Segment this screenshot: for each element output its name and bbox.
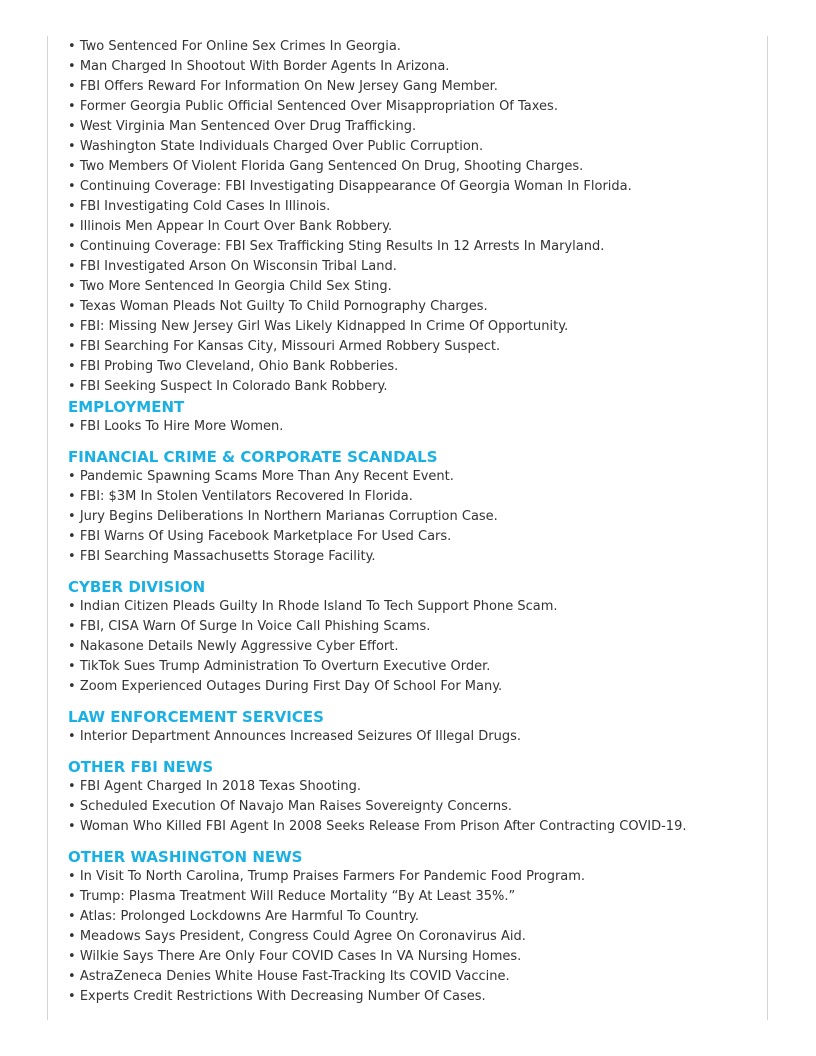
headline-list: [68, 597, 758, 697]
section-heading: FINANCIAL CRIME & CORPORATE SCANDALS: [68, 448, 438, 466]
headline-link[interactable]: • Two More Sentenced In Georgia Child Sex Sting.: [68, 277, 758, 297]
headline-link[interactable]: • Indian Citizen Pleads Guilty In Rhode Island To Tech Support Phone Scam.: [68, 597, 758, 617]
headline-link[interactable]: • Zoom Experienced Outages During First Day Of School For Many.: [68, 677, 758, 697]
headline-link[interactable]: • FBI Offers Reward For Information On New Jersey Gang Member.: [68, 77, 758, 97]
headline-link[interactable]: • Man Charged In Shootout With Border Agents In Arizona.: [68, 57, 758, 77]
headline-link[interactable]: • FBI: $3M In Stolen Ventilators Recovered In Florida.: [68, 487, 758, 507]
headline-link[interactable]: • Pandemic Spawning Scams More Than Any Recent Event.: [68, 467, 758, 487]
section-other-washington-news: [68, 847, 758, 1007]
headline-link[interactable]: • FBI Searching For Kansas City, Missouri Armed Robbery Suspect.: [68, 337, 758, 357]
headline-link[interactable]: • TikTok Sues Trump Administration To Overturn Executive Order.: [68, 657, 758, 677]
headline-link[interactable]: • Atlas: Prolonged Lockdowns Are Harmful To Country.: [68, 907, 758, 927]
sections-container: [68, 397, 758, 1007]
section-heading: CYBER DIVISION: [68, 578, 206, 596]
headline-link[interactable]: • Illinois Men Appear In Court Over Bank Robbery.: [68, 217, 758, 237]
headline-link[interactable]: • FBI Investigated Arson On Wisconsin Tribal Land.: [68, 257, 758, 277]
headline-link[interactable]: • Woman Who Killed FBI Agent In 2008 Seeks Release From Prison After Contracting COVID-19.: [68, 817, 758, 837]
section-heading: OTHER FBI NEWS: [68, 758, 214, 776]
section-continued: [68, 37, 758, 397]
headline-link[interactable]: • Scheduled Execution Of Navajo Man Raises Sovereignty Concerns.: [68, 797, 758, 817]
section-heading: LAW ENFORCEMENT SERVICES: [68, 708, 324, 726]
headline-link[interactable]: • FBI Investigating Cold Cases In Illinois.: [68, 197, 758, 217]
section-heading: OTHER WASHINGTON NEWS: [68, 848, 303, 866]
headline-link[interactable]: • Texas Woman Pleads Not Guilty To Child Pornography Charges.: [68, 297, 758, 317]
headline-link[interactable]: • FBI: Missing New Jersey Girl Was Likely Kidnapped In Crime Of Opportunity.: [68, 317, 758, 337]
headline-link[interactable]: • Washington State Individuals Charged Over Public Corruption.: [68, 137, 758, 157]
section-financial-crime-and-corporate-scandals: [68, 447, 758, 567]
headline-link[interactable]: • FBI Searching Massachusetts Storage Facility.: [68, 547, 758, 567]
section-law-enforcement-services: [68, 707, 758, 747]
headline-link[interactable]: • Continuing Coverage: FBI Investigating Disappearance Of Georgia Woman In Florida.: [68, 177, 758, 197]
headline-link[interactable]: • Wilkie Says There Are Only Four COVID Cases In VA Nursing Homes.: [68, 947, 758, 967]
headline-link[interactable]: • AstraZeneca Denies White House Fast-Tracking Its COVID Vaccine.: [68, 967, 758, 987]
headline-link[interactable]: • Former Georgia Public Official Sentenced Over Misappropriation Of Taxes.: [68, 97, 758, 117]
headline-link[interactable]: • Meadows Says President, Congress Could Agree On Coronavirus Aid.: [68, 927, 758, 947]
headline-link[interactable]: • Two Sentenced For Online Sex Crimes In Georgia.: [68, 37, 758, 57]
headline-link[interactable]: • Experts Credit Restrictions With Decreasing Number Of Cases.: [68, 987, 758, 1007]
headline-list: [68, 777, 758, 837]
headline-link[interactable]: • Nakasone Details Newly Aggressive Cyber Effort.: [68, 637, 758, 657]
headline-link[interactable]: • Jury Begins Deliberations In Northern Marianas Corruption Case.: [68, 507, 758, 527]
section-employment: [68, 397, 758, 437]
headline-link[interactable]: • FBI Warns Of Using Facebook Marketplace For Used Cars.: [68, 527, 758, 547]
headline-list: [68, 867, 758, 1007]
section-cyber-division: [68, 577, 758, 697]
headline-list: [68, 727, 758, 747]
headline-link[interactable]: • Interior Department Announces Increased Seizures Of Illegal Drugs.: [68, 727, 758, 747]
headline-list: [68, 417, 758, 437]
section-other-fbi-news: [68, 757, 758, 837]
newsletter-content: [68, 37, 758, 1007]
headline-link[interactable]: • West Virginia Man Sentenced Over Drug Trafficking.: [68, 117, 758, 137]
headline-link[interactable]: • Continuing Coverage: FBI Sex Trafficking Sting Results In 12 Arrests In Maryland.: [68, 237, 758, 257]
headline-link[interactable]: • FBI Probing Two Cleveland, Ohio Bank Robberies.: [68, 357, 758, 377]
headline-link[interactable]: • FBI Seeking Suspect In Colorado Bank Robbery.: [68, 377, 758, 397]
section-heading: EMPLOYMENT: [68, 398, 185, 416]
headline-link[interactable]: • FBI Agent Charged In 2018 Texas Shooting.: [68, 777, 758, 797]
headline-link[interactable]: • FBI, CISA Warn Of Surge In Voice Call Phishing Scams.: [68, 617, 758, 637]
headline-link[interactable]: • Two Members Of Violent Florida Gang Sentenced On Drug, Shooting Charges.: [68, 157, 758, 177]
headline-link[interactable]: • FBI Looks To Hire More Women.: [68, 417, 758, 437]
headline-list: [68, 467, 758, 567]
headline-list: [68, 37, 758, 397]
headline-link[interactable]: • In Visit To North Carolina, Trump Praises Farmers For Pandemic Food Program.: [68, 867, 758, 887]
headline-link[interactable]: • Trump: Plasma Treatment Will Reduce Mortality “By At Least 35%.”: [68, 887, 758, 907]
